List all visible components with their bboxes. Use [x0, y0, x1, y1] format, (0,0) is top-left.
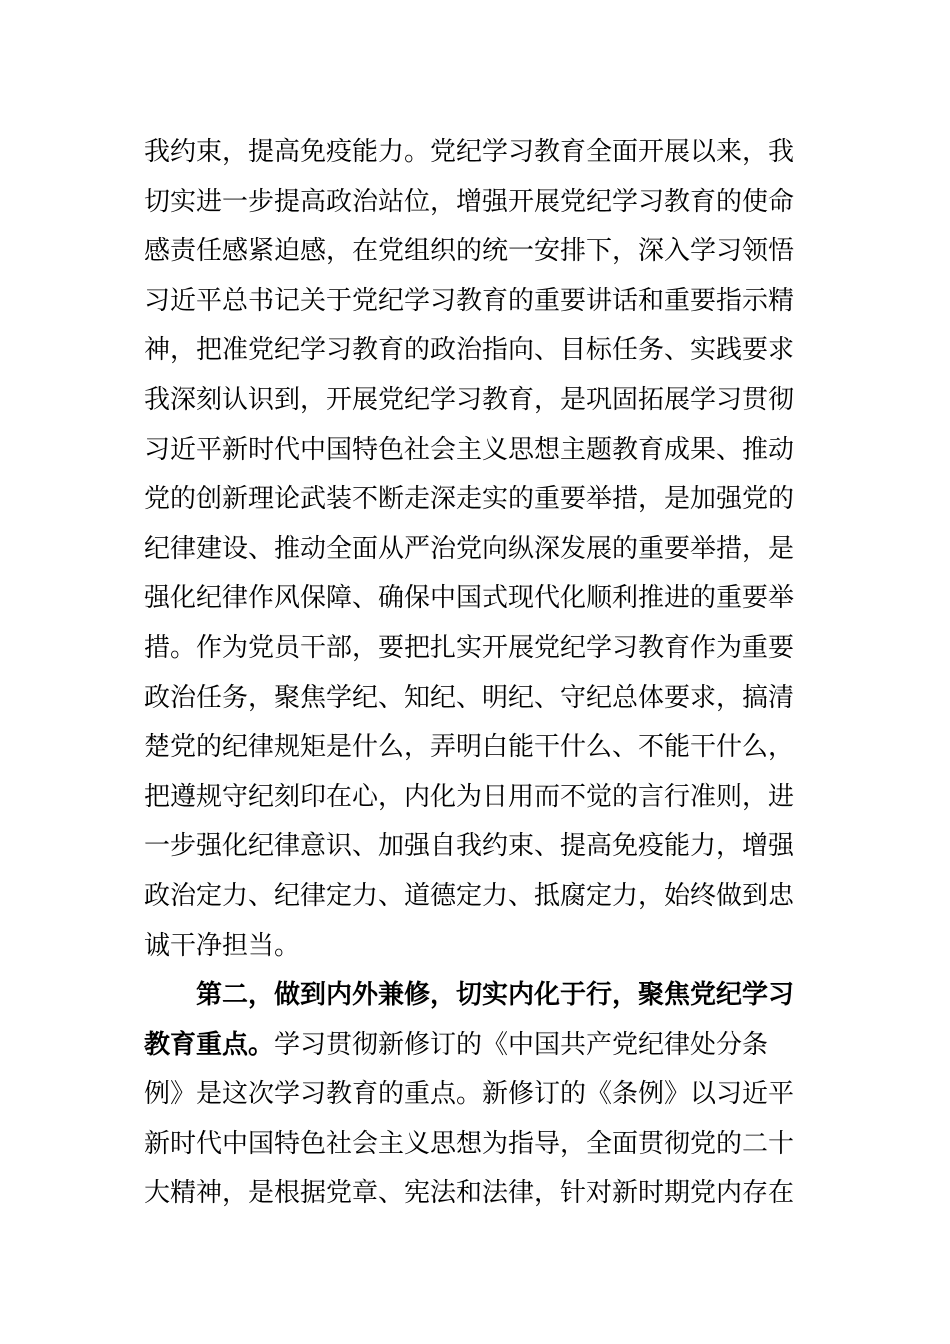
text-span: 学习贯彻新修订的《中国共产党纪律处分条 — [274, 1029, 769, 1060]
text-line: 大精神，是根据党章、宪法和法律，针对新时期党内存在 — [144, 1178, 795, 1209]
text-line: 楚党的纪律规矩是什么，弄明白能干什么、不能干什么， — [144, 732, 795, 763]
text-line: 神，把准党纪学习教育的政治指向、目标任务、实践要求 — [144, 335, 795, 366]
text-line: 措。作为党员干部，要把扎实开展党纪学习教育作为重要 — [144, 632, 795, 663]
text-line: 习近平新时代中国特色社会主义思想主题教育成果、推动 — [144, 434, 795, 465]
text-line: 切实进一步提高政治站位，增强开展党纪学习教育的使命 — [144, 186, 795, 217]
text-line: 例》是这次学习教育的重点。新修订的《条例》以习近平 — [144, 1079, 795, 1110]
document-body — [144, 128, 824, 1219]
text-line: 把遵规守纪刻印在心，内化为日用而不觉的言行准则，进 — [144, 781, 795, 812]
text-line — [144, 1021, 824, 1071]
text-line: 诚干净担当。 — [144, 930, 301, 961]
text-line: 新时代中国特色社会主义思想为指导，全面贯彻党的二十 — [144, 1128, 795, 1159]
text-line: 感责任感紧迫感，在党组织的统一安排下，深入学习领悟 — [144, 236, 795, 267]
section-heading-continued: 教育重点。 — [144, 1029, 275, 1060]
text-line: 我约束，提高免疫能力。党纪学习教育全面开展以来，我 — [144, 137, 795, 167]
text-line: 我深刻认识到，开展党纪学习教育，是巩固拓展学习贯彻 — [144, 384, 795, 415]
text-line: 强化纪律作风保障、确保中国式现代化顺利推进的重要举 — [144, 583, 795, 614]
section-heading: 第二，做到内外兼修，切实内化于行，聚焦党纪学习 — [196, 980, 795, 1011]
text-line: 纪律建设、推动全面从严治党向纵深发展的重要举措，是 — [144, 533, 795, 564]
text-line: 党的创新理论武装不断走深走实的重要举措，是加强党的 — [144, 484, 795, 515]
text-line: 政治定力、纪律定力、道德定力、抵腐定力，始终做到忠 — [144, 880, 795, 911]
text-line: 政治任务，聚焦学纪、知纪、明纪、守纪总体要求，搞清 — [144, 682, 795, 713]
text-line: 习近平总书记关于党纪学习教育的重要讲话和重要指示精 — [144, 285, 795, 316]
text-line: 一步强化纪律意识、加强自我约束、提高免疫能力，增强 — [144, 831, 795, 862]
